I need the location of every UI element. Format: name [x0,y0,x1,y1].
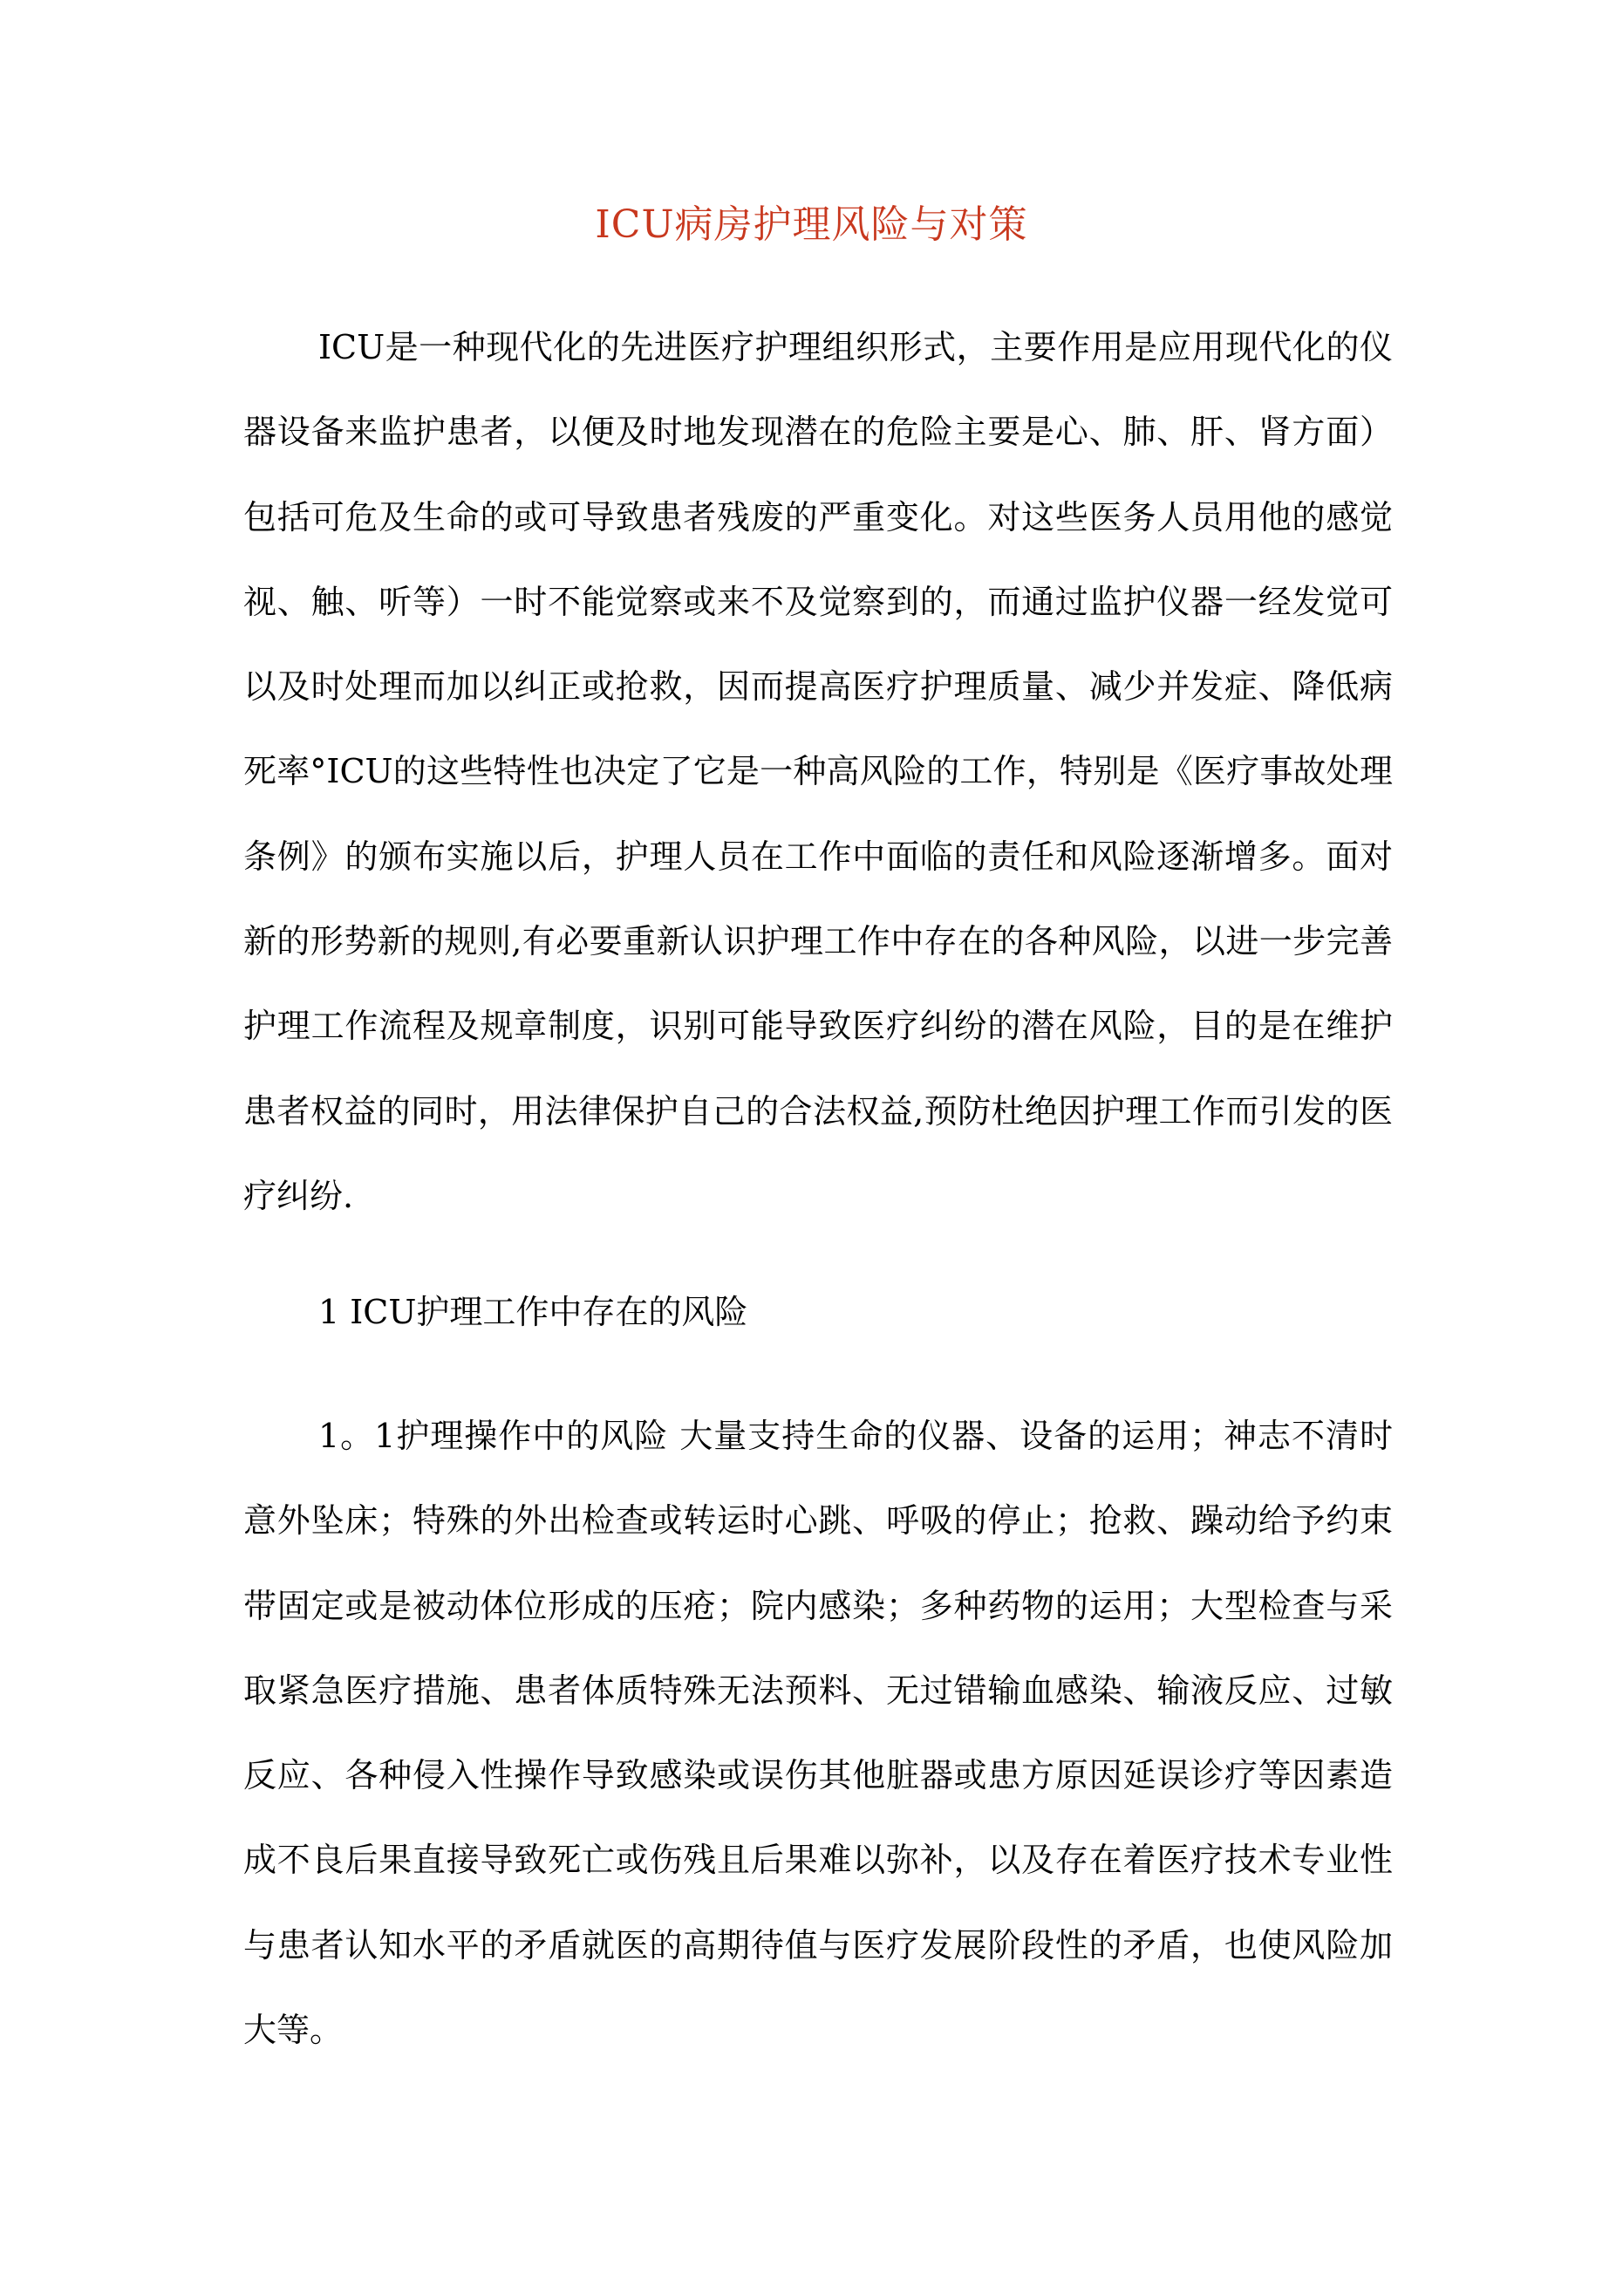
subsection-paragraph: 1。1护理操作中的风险 大量支持生命的仪器、设备的运用；神志不清时意外坠床；特殊的外出检查或转运时心跳、呼吸的停止；抢救、躁动给予约束带固定或是被动体位形成的压疮；院内感染；多种药物的运用；大型检查与采取紧急医疗措施、患者体质特殊无法预料、无过错输血感染、输液反应、过敏反应、各种侵入性操作导致感染或误伤其他脏器或患方原因延误诊疗等因素造成不良后果直接导致死亡或伤残且后果难以弥补，以及存在着医疗技术专业性与患者认知水平的矛盾就医的高期待值与医疗发展阶段性的矛盾，也使风险加大等。 [243,1417,1393,2050]
section-heading: 1 ICU护理工作中存在的风险 [318,1293,748,1331]
document-title: ICU病房护理风险与对策 [595,202,1028,247]
intro-paragraph: ICU是一种现代化的先进医疗护理组织形式，主要作用是应用现代化的仪器设备来监护患者，以便及时地发现潜在的危险主要是心、肺、肝、肾方面）包括可危及生命的或可导致患者残废的严重变化。对这些医务人员用他的感觉视、触、听等）一时不能觉察或来不及觉察到的，而通过监护仪器一经发觉可以及时处理而加以纠正或抢救，因而提高医疗护理质量、减少并发症、降低病死率°ICU的这些特性也决定了它是一种高风险的工作，特别是《医疗事故处理条例》的颁布实施以后，护理人员在工作中面临的责任和风险逐渐增多。面对新的形势新的规则,有必要重新认识护理工作中存在的各种风险，以进一步完善护理工作流程及规章制度，识别可能导致医疗纠纷的潜在风险，目的是在维护患者权益的同时，用法律保护自己的合法权益,预防杜绝因护理工作而引发的医疗纠纷. [243,328,1393,1215]
